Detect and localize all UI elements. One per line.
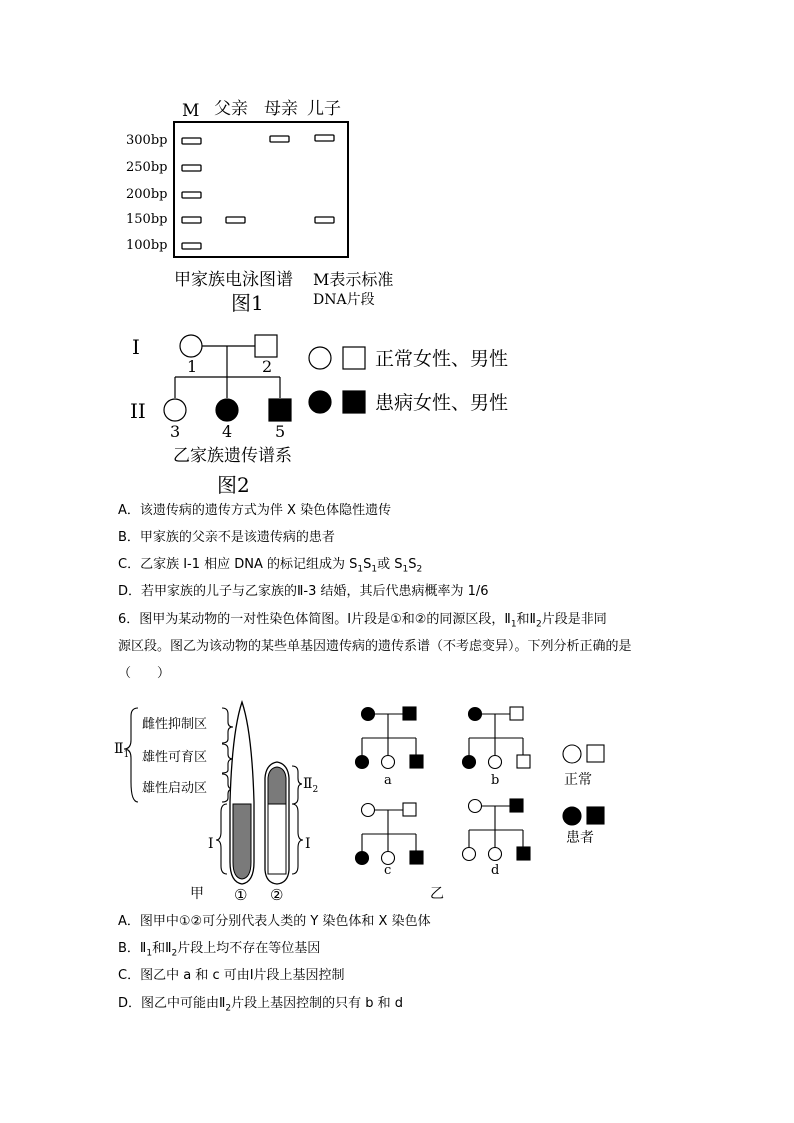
figure-jia-chromosomes: [112, 692, 342, 908]
q5-option-c-sub3: 1: [402, 564, 409, 575]
generation-label-ii: II: [130, 399, 146, 423]
col-label-son: 儿子: [307, 99, 341, 119]
pedigree-c-father-normal: [403, 803, 416, 816]
figure2-caption: 乙家族遗传谱系: [173, 446, 292, 466]
individual-number-1: 1: [187, 357, 198, 376]
label-ii1-main: Ⅱ: [114, 741, 124, 757]
yi-legend-normal-label: 正常: [564, 772, 592, 788]
pedigree-b-mother-affected: [469, 708, 482, 721]
q5-option-d: D．若甲家族的儿子与乙家族的Ⅱ-3 结婚，其后代患病概率为 1/6: [118, 584, 489, 599]
legend-affected-male-icon: [343, 391, 365, 413]
q5-option-c-text4: S: [408, 557, 417, 572]
pedigree-a-daughter2-normal: [382, 756, 395, 769]
bracket-ii2: [292, 766, 302, 804]
legend-affected-female-icon: [309, 391, 331, 413]
legend-normal-female-icon: [309, 347, 331, 369]
band-m-150: [182, 217, 201, 223]
label-ii2: [303, 776, 318, 795]
region-label-female-suppressor: 雌性抑制区: [142, 717, 208, 732]
col-label-father: 父亲: [214, 99, 248, 119]
q6-option-b-text2: 和Ⅱ: [152, 941, 172, 956]
q6-option-b-text1: B．Ⅱ: [118, 941, 147, 956]
pedigree-b-father-normal: [510, 707, 523, 720]
q5-option-b: B．甲家族的父亲不是该遗传病的患者: [118, 530, 335, 545]
pedigree-d-mother-normal: [469, 800, 482, 813]
pedigree-a-son-affected: [410, 755, 423, 768]
q6-option-d-text2: 片段上基因控制的只有 b 和 d: [231, 996, 404, 1011]
size-label-150: 150bp: [126, 212, 168, 227]
yi-legend-affected-label: 患者: [566, 830, 594, 846]
figure2-title: 图2: [217, 473, 250, 497]
q6-option-a: A．图甲中①②可分别代表人类的 Y 染色体和 X 染色体: [118, 914, 431, 929]
pedigree-a-label: a: [384, 773, 392, 788]
q6-option-d-text1: D．图乙中可能由Ⅱ: [118, 996, 226, 1011]
yi-legend-affected-female-icon: [563, 807, 581, 825]
q6-stem-line1: [118, 610, 607, 635]
q5-option-c-sub4: 2: [416, 564, 423, 575]
pedigree-d-daughter1-normal: [463, 848, 476, 861]
figure1-caption-right-1: M表示标准: [313, 270, 394, 289]
band-son-150: [315, 217, 334, 223]
q5-option-c-sub1: 1: [357, 564, 364, 575]
pedigree-d: [463, 799, 531, 861]
q6-option-b-sub1: 1: [146, 948, 153, 959]
label-ii1: [114, 741, 129, 760]
individual-number-5: 5: [275, 422, 286, 441]
size-label-300: 300bp: [126, 133, 168, 148]
region-label-male-initiator: 雄性启动区: [142, 781, 208, 796]
bracket-region1-right: [222, 708, 233, 743]
pedigree-b-daughter1-affected: [463, 756, 476, 769]
q6-stem-line3: （ ）: [118, 666, 171, 681]
q5-option-c-text2: S: [363, 557, 372, 572]
q6-stem-text1: 6．图甲为某动物的一对性染色体简图。Ⅰ片段是①和②的同源区段，Ⅱ: [118, 612, 511, 627]
q5-option-c-text: C．乙家族 I-1 相应 DNA 的标记组成为 S: [118, 557, 358, 572]
individual-ii4-affected-female: [216, 399, 238, 421]
legend-affected-label: 患病女性、男性: [375, 392, 509, 414]
figure1-electrophoresis: [110, 92, 430, 322]
col-label-m: M: [182, 101, 200, 121]
band-m-200: [182, 192, 201, 198]
pedigree-a-mother-affected: [362, 708, 375, 721]
q6-stem-text2: 和Ⅱ: [516, 612, 536, 627]
label-ii1-sub: 1: [123, 750, 130, 760]
yi-legend-normal-female-icon: [563, 745, 581, 763]
pedigree-d-label: d: [491, 863, 500, 878]
pedigree-a-father-affected: [403, 707, 416, 720]
pedigree-c-label: c: [384, 863, 392, 878]
q6-option-c: C．图乙中 a 和 c 可由Ⅰ片段上基因控制: [118, 968, 345, 983]
individual-i2-normal-male: [255, 335, 277, 357]
individual-number-4: 4: [222, 422, 233, 441]
bracket-i-left: [216, 804, 227, 874]
yi-legend-affected-male-icon: [587, 807, 604, 824]
pedigree-d-son-affected: [517, 847, 530, 860]
chromosome-2-segment-ii2: [268, 767, 286, 804]
label-ii2-sub: 2: [312, 785, 319, 795]
q5-option-a: A．该遗传病的遗传方式为伴 X 染色体隐性遗传: [118, 503, 392, 518]
label-i-left: I: [208, 836, 214, 852]
yi-legend-normal-male-icon: [587, 745, 604, 762]
label-i-right: I: [305, 836, 311, 852]
chromosome-2-label: ②: [270, 886, 284, 904]
individual-ii3-normal-female: [164, 399, 186, 421]
figure1-title: 图1: [231, 291, 264, 315]
pedigree-c-son-affected: [410, 851, 423, 864]
chromosome-2-segment-i: [268, 804, 286, 874]
pedigree-d-daughter2-normal: [489, 848, 502, 861]
band-father-150: [226, 217, 245, 223]
individual-number-3: 3: [170, 422, 181, 441]
band-son-300: [315, 135, 334, 141]
region-label-male-fertility: 雄性可育区: [142, 750, 208, 765]
q5-option-c-text3: 或 S: [377, 557, 403, 572]
band-mother-300: [270, 136, 289, 142]
bracket-i-right: [292, 804, 303, 874]
figure2-pedigree: [120, 322, 560, 497]
pedigree-c: [356, 803, 424, 865]
individual-i1-normal-female: [180, 335, 202, 357]
individual-number-2: 2: [262, 357, 273, 376]
q6-option-b-text3: 片段上均不存在等位基因: [177, 941, 321, 956]
q6-option-d-sub1: 2: [225, 1003, 232, 1014]
col-label-mother: 母亲: [264, 99, 298, 119]
generation-label-i: I: [132, 335, 140, 359]
q6-stem-sub1: 1: [510, 619, 517, 630]
individual-ii5-affected-male: [269, 399, 291, 421]
legend-normal-label: 正常女性、男性: [375, 348, 509, 370]
chromosome-1-label: ①: [234, 886, 248, 904]
label-ii2-main: Ⅱ: [303, 776, 313, 792]
figure1-caption-left: 甲家族电泳图谱: [174, 270, 293, 290]
figure-yi-label: 乙: [430, 886, 444, 902]
q6-stem-text3: 片段是非同: [541, 612, 607, 627]
band-m-250: [182, 165, 201, 171]
figure1-caption-right-2: DNA片段: [313, 292, 375, 308]
q6-option-b: [118, 939, 320, 964]
q5-option-c: [118, 555, 422, 580]
pedigree-a-daughter1-affected: [356, 756, 369, 769]
q6-stem-sub2: 2: [535, 619, 542, 630]
pedigree-b: [463, 707, 531, 769]
legend-normal-male-icon: [343, 347, 365, 369]
band-m-300: [182, 138, 201, 144]
pedigree-c-mother-normal: [362, 804, 375, 817]
pedigree-b-label: b: [491, 773, 500, 788]
pedigree-b-daughter2-normal: [489, 756, 502, 769]
pedigree-a: [356, 707, 424, 769]
pedigree-d-father-affected: [510, 799, 523, 812]
q6-stem-line2: 源区段。图乙为该动物的某些单基因遗传病的遗传系谱（不考虑变异）。下列分析正确的是: [118, 639, 632, 654]
band-m-100: [182, 243, 201, 249]
pedigree-c-daughter1-affected: [356, 852, 369, 865]
q6-option-b-sub2: 2: [171, 948, 178, 959]
size-label-250: 250bp: [126, 160, 168, 175]
q5-option-c-sub2: 1: [371, 564, 378, 575]
figure-yi-pedigrees: [350, 700, 620, 905]
pedigree-b-son-normal: [517, 755, 530, 768]
chromosome-1-segment-i: [233, 804, 251, 879]
q6-option-d: [118, 994, 403, 1019]
figure-jia-label: 甲: [190, 886, 204, 902]
size-label-100: 100bp: [126, 238, 168, 253]
size-label-200: 200bp: [126, 187, 168, 202]
